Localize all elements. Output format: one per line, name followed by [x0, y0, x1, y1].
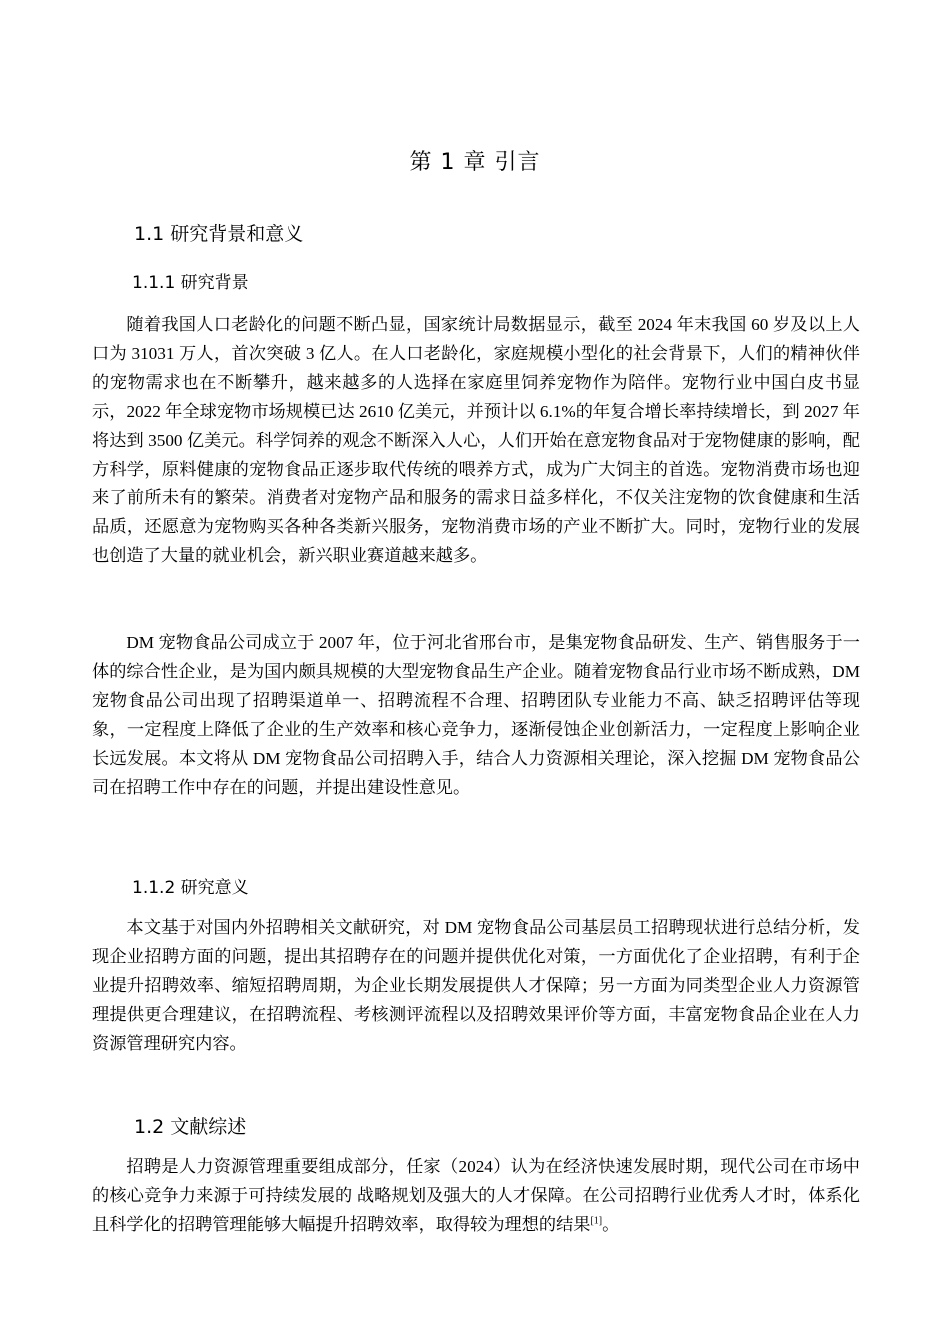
paragraph-literature-review	[92, 1153, 860, 1240]
paragraph-research-background-1: 随着我国人口老龄化的问题不断凸显，国家统计局数据显示，截至 2024 年末我国 60 岁及以上人口为 31031 万人，首次突破 3 亿人。在人口老龄化，家庭规模小型化的社会背景下，人们的精神伙伴的宠物需求也在不断攀升，越来越多的人选择在家庭里饲养宠物作为陪伴。宠物行业中国白皮书显示，2022 年全球宠物市场规模已达 2610 亿美元，并预计以 6.1%的年复合增长率持续增长，到 2027 年将达到 3500 亿美元。科学饲养的观念不断深入人心，人们开始在意宠物食品对于宠物健康的影响，配方科学，原料健康的宠物食品正逐步取代传统的喂养方式，成为广大饲主的首选。宠物消费市场也迎来了前所未有的繁荣。消费者对宠物产品和服务的需求日益多样化，不仅关注宠物的饮食健康和生活品质，还愿意为宠物购买各种各类新兴服务，宠物消费市场的产业不断扩大。同时，宠物行业的发展也创造了大量的就业机会，新兴职业赛道越来越多。	[92, 315, 860, 566]
section-heading-1-1: 1.1 研究背景和意义	[134, 223, 304, 245]
paragraph-research-background-2: DM 宠物食品公司成立于 2007 年，位于河北省邢台市，是集宠物食品研发、生产、销售服务于一体的综合性企业，是为国内颇具规模的大型宠物食品生产企业。随着宠物食品行业市场不断成熟，DM 宠物食品公司出现了招聘渠道单一、招聘流程不合理、招聘团队专业能力不高、缺乏招聘评估等现象，一定程度上降低了企业的生产效率和核心竞争力，逐渐侵蚀企业创新活力，一定程度上影响企业长远发展。本文将从 DM 宠物食品公司招聘入手，结合人力资源相关理论，深入挖掘 DM 宠物食品公司在招聘工作中存在的问题，并提出建设性意见。	[92, 633, 860, 797]
section-heading-1-1-1: 1.1.1 研究背景	[132, 273, 249, 293]
section-heading-1-1-2: 1.1.2 研究意义	[132, 878, 249, 898]
paragraph-research-significance: 本文基于对国内外招聘相关文献研究，对 DM 宠物食品公司基层员工招聘现状进行总结分析，发现企业招聘方面的问题，提出其招聘存在的问题并提供优化对策，一方面优化了企业招聘，有利于企业提升招聘效率、缩短招聘周期，为企业长期发展提供人才保障；另一方面为同类型企业人力资源管理提供更合理建议，在招聘流程、考核测评流程以及招聘效果评价等方面，丰富宠物食品企业在人力资源管理研究内容。	[92, 918, 860, 1053]
section-heading-1-2: 1.2 文献综述	[134, 1116, 247, 1138]
literature-review-end: 。	[602, 1214, 620, 1234]
chapter-title: 第 1 章 引言	[409, 150, 541, 175]
citation-ref-1[interactable]: [1]	[590, 1215, 603, 1227]
literature-review-text: 招聘是人力资源管理重要组成部分，任家（2024）认为在经济快速发展时期，现代公司在市场中的核心竞争力来源于可持续发展的 战略规划及强大的人才保障。在公司招聘行业优秀人才时，体系化且科学化的招聘管理能够大幅提升招聘效率，取得较为理想的结果	[92, 1157, 860, 1234]
